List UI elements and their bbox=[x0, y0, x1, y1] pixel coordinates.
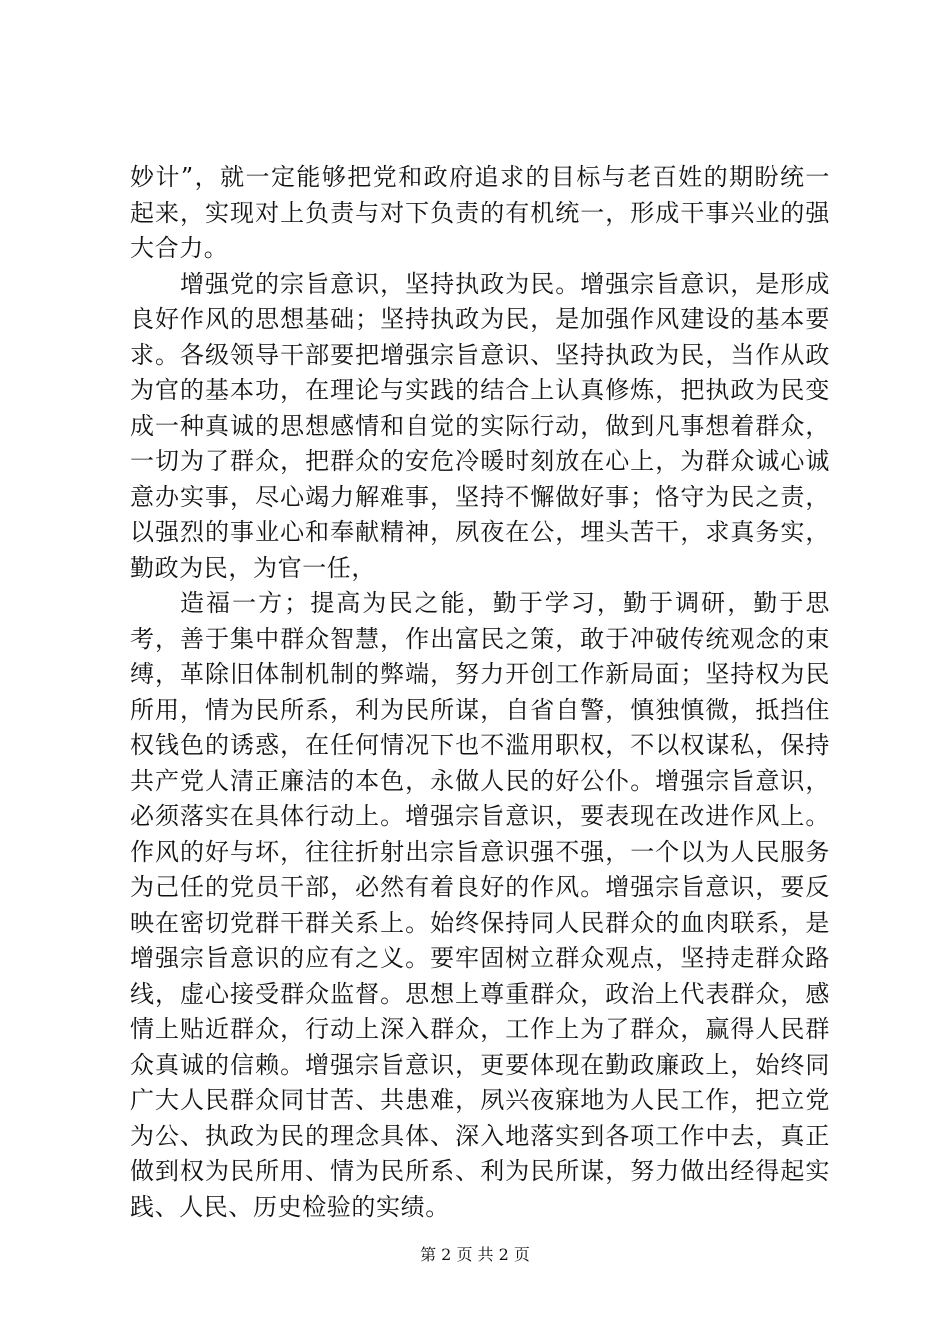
paragraph-3: 造福一方；提高为民之能，勤于学习，勤于调研，勤于思考，善于集中群众智慧，作出富民之策，敢于冲破传统观念的束缚，革除旧体制机制的弊端，努力开创工作新局面；坚持权为民所用，情为民所系，利为民所谋，自省自警，慎独慎微，抵挡住权钱色的诱惑，在任何情况下也不滥用职权，不以权谋私，保持共产党人清正廉洁的本色，永做人民的好公仆。增强宗旨意识，必须落实在具体行动上。增强宗旨意识，要表现在改进作风上。作风的好与坏，往往折射出宗旨意识强不强，一个以为人民服务为己任的党员干部，必然有着良好的作风。增强宗旨意识，要反映在密切党群干群关系上。始终保持同人民群众的血肉联系，是增强宗旨意识的应有之义。要牢固树立群众观点，坚持走群众路线，虚心接受群众监督。思想上尊重群众，政治上代表群众，感情上贴近群众，行动上深入群众，工作上为了群众，赢得人民群众真诚的信赖。增强宗旨意识，更要体现在勤政廉政上，始终同广大人民群众同甘苦、共患难，夙兴夜寐地为人民工作，把立党为公、执政为民的理念具体、深入地落实到各项工作中去，真正做到权为民所用、情为民所系、利为民所谋，努力做出经得起实践、人民、历史检验的实绩。 bbox=[130, 589, 830, 1221]
paragraph-1: 妙计”，就一定能够把党和政府追求的目标与老百姓的期盼统一起来，实现对上负责与对下负责的有机统一，形成干事兴业的强大合力。 bbox=[130, 163, 830, 262]
document-body bbox=[130, 160, 830, 1225]
paragraph-2: 增强党的宗旨意识，坚持执政为民。增强宗旨意识，是形成良好作风的思想基础；坚持执政为民，是加强作风建设的基本要求。各级领导干部要把增强宗旨意识、坚持执政为民，当作从政为官的基本功，在理论与实践的结合上认真修炼，把执政为民变成一种真诚的思想感情和自觉的实际行动，做到凡事想着群众，一切为了群众，把群众的安危冷暖时刻放在心上，为群众诚心诚意办实事，尽心竭力解难事，坚持不懈做好事；恪守为民之责，以强烈的事业心和奉献精神，夙夜在公，埋头苦干，求真务实，勤政为民，为官一任， bbox=[130, 269, 830, 582]
page-number-footer: 第 2 页 共 2 页 bbox=[420, 1245, 530, 1264]
